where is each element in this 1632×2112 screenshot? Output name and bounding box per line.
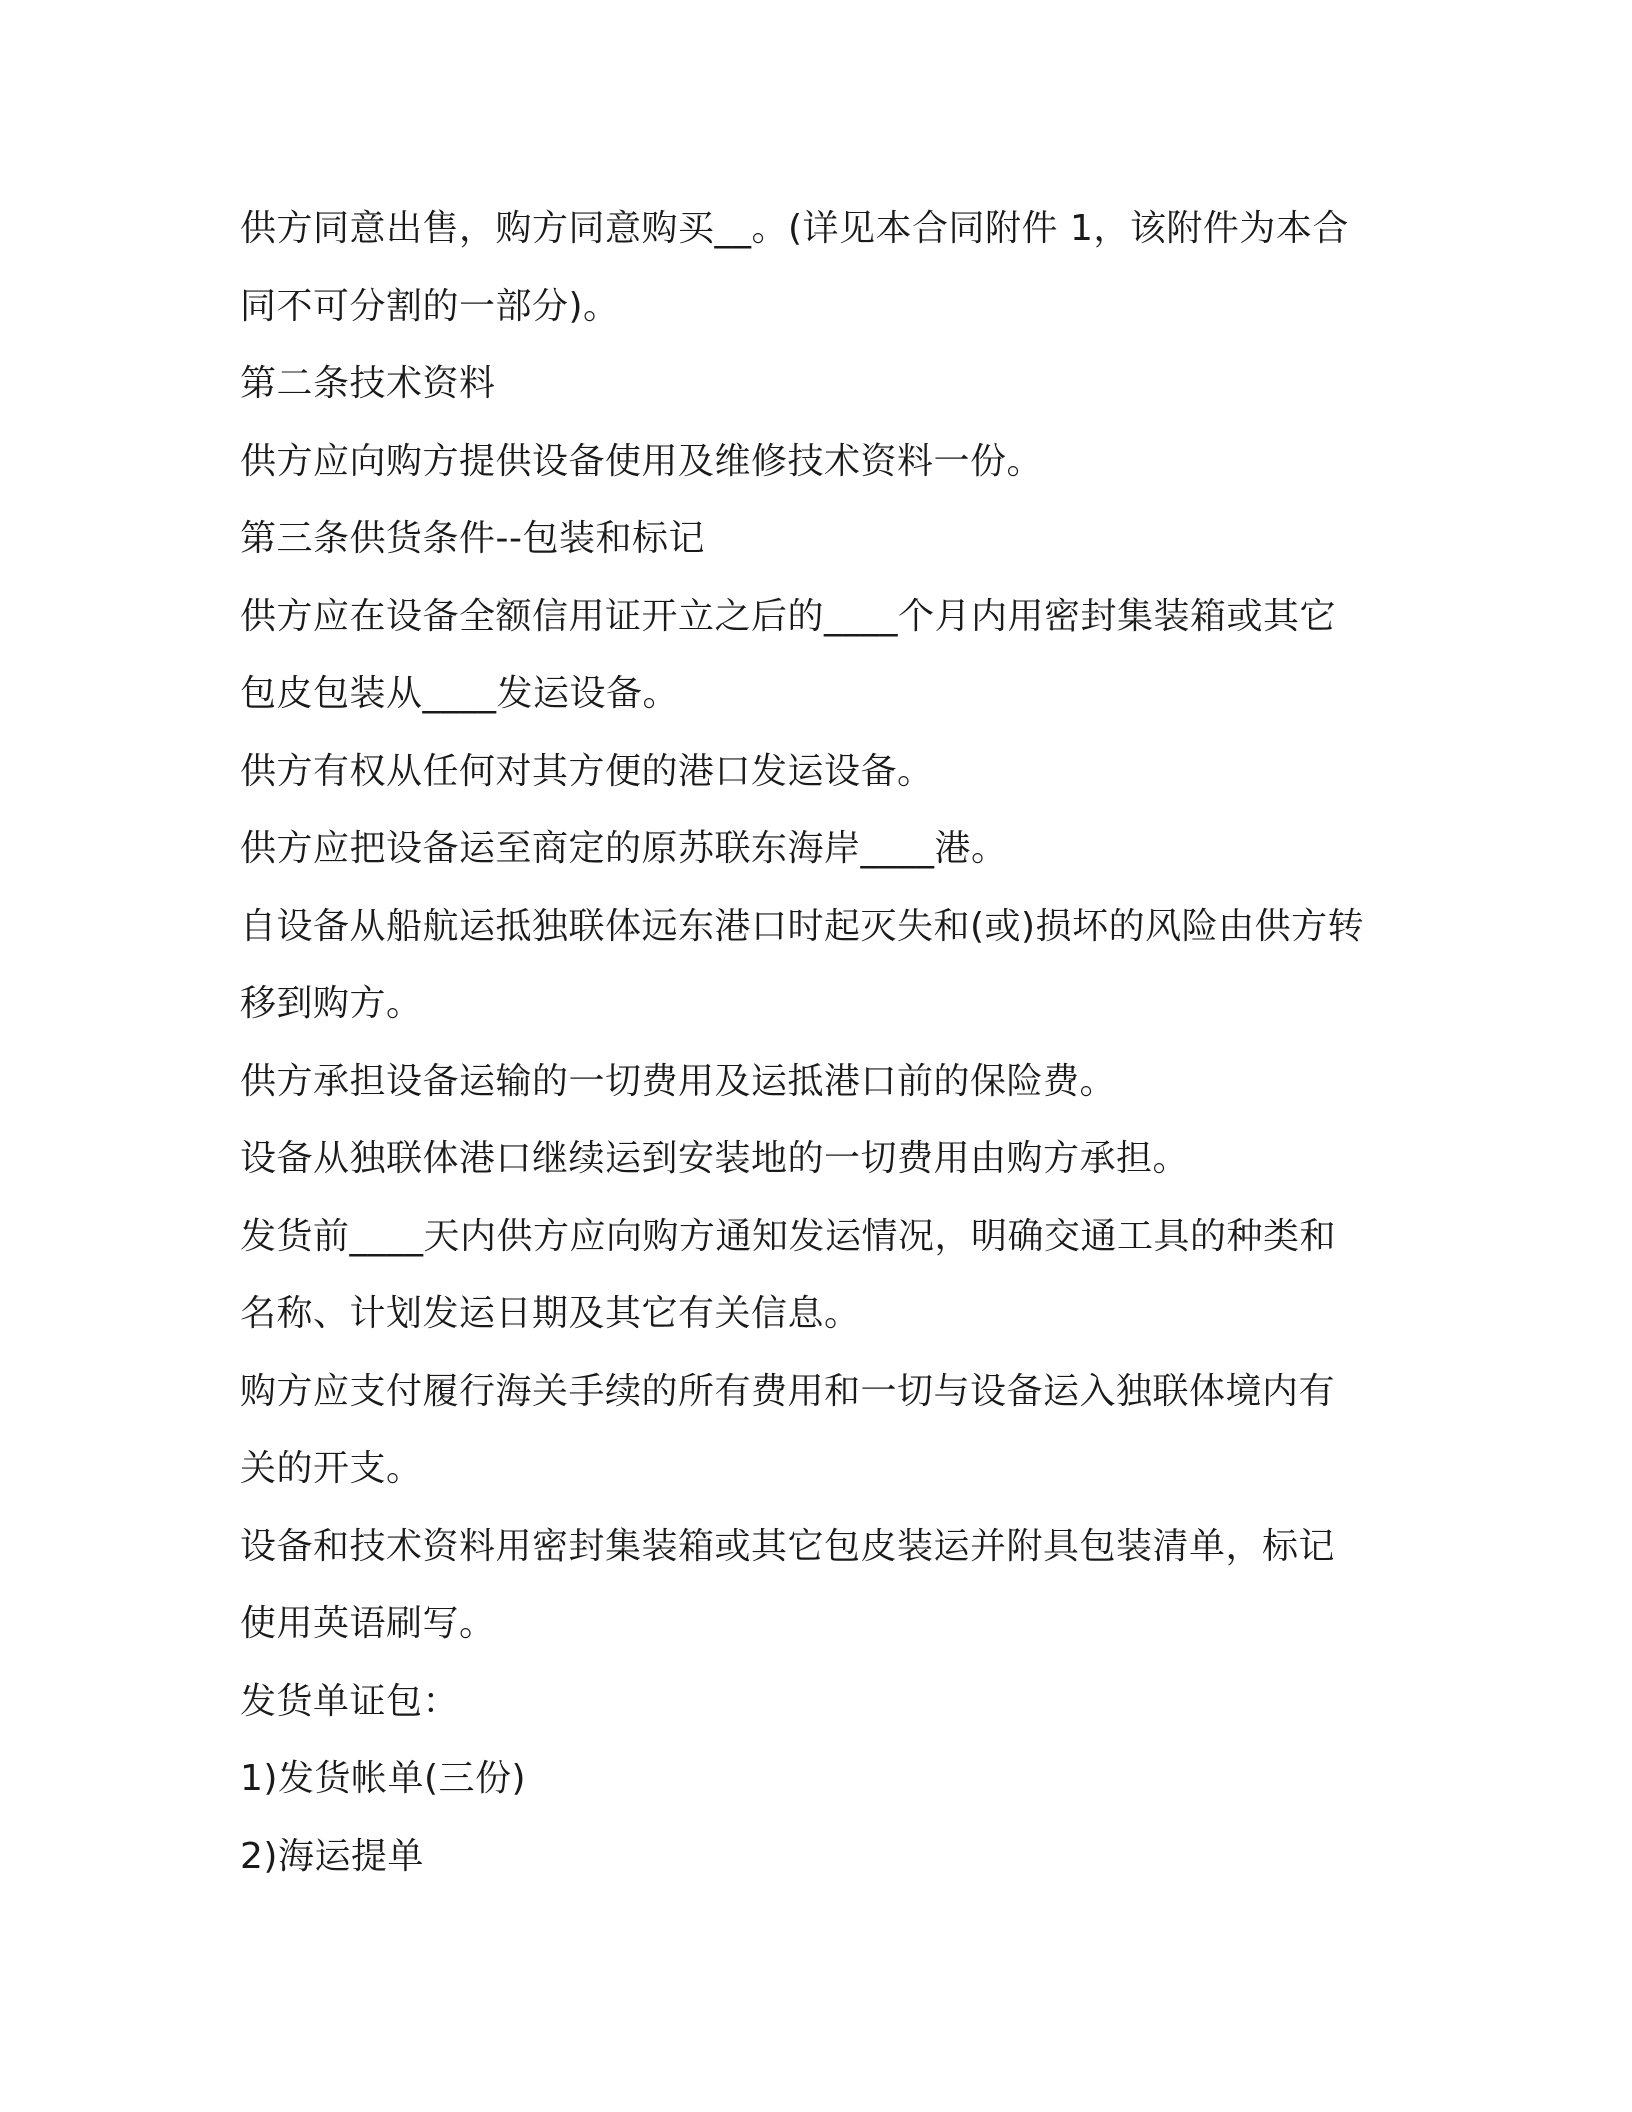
text-line: 供方应在设备全额信用证开立之后的____个月内用密封集装箱或其它 (240, 595, 1337, 637)
list-item: 2)海运提单 (240, 1835, 424, 1877)
text-line: 设备和技术资料用密封集装箱或其它包皮装运并附具包装清单，标记 (240, 1525, 1336, 1567)
text-line: 名称、计划发运日期及其它有关信息。 (240, 1293, 861, 1334)
text-line: 供方同意出售，购方同意购买__。(详见本合同附件 1，该附件为本合 (240, 208, 1349, 249)
text-line: 移到购方。 (240, 983, 423, 1024)
document-body (240, 190, 1390, 1895)
list-item: 1)发货帐单(三份) (240, 1758, 527, 1799)
section-heading: 第二条技术资料 (240, 363, 496, 404)
text-line: 发货前____天内供方应向购方通知发运情况，明确交通工具的种类和 (240, 1215, 1337, 1257)
text-line: 供方应向购方提供设备使用及维修技术资料一份。 (240, 440, 1044, 482)
section-heading: 第三条供货条件--包装和标记 (240, 518, 705, 559)
text-line: 设备从独联体港口继续运到安装地的一切费用由购方承担。 (240, 1138, 1190, 1179)
text-line: 发货单证包： (240, 1680, 460, 1722)
text-line: 同不可分割的一部分)。 (240, 285, 620, 327)
text-line: 供方有权从任何对其方便的港口发运设备。 (240, 750, 934, 792)
text-line: 包皮包装从____发运设备。 (240, 673, 680, 714)
text-line: 供方应把设备运至商定的原苏联东海岸____港。 (240, 828, 1008, 869)
text-line: 自设备从船航运抵独联体远东港口时起灭失和(或)损坏的风险由供方转 (240, 905, 1365, 947)
text-line: 供方承担设备运输的一切费用及运抵港口前的保险费。 (240, 1060, 1117, 1102)
text-line: 关的开支。 (240, 1448, 423, 1489)
text-line: 使用英语刷写。 (240, 1603, 496, 1644)
text-line: 购方应支付履行海关手续的所有费用和一切与设备运入独联体境内有 (240, 1370, 1336, 1412)
